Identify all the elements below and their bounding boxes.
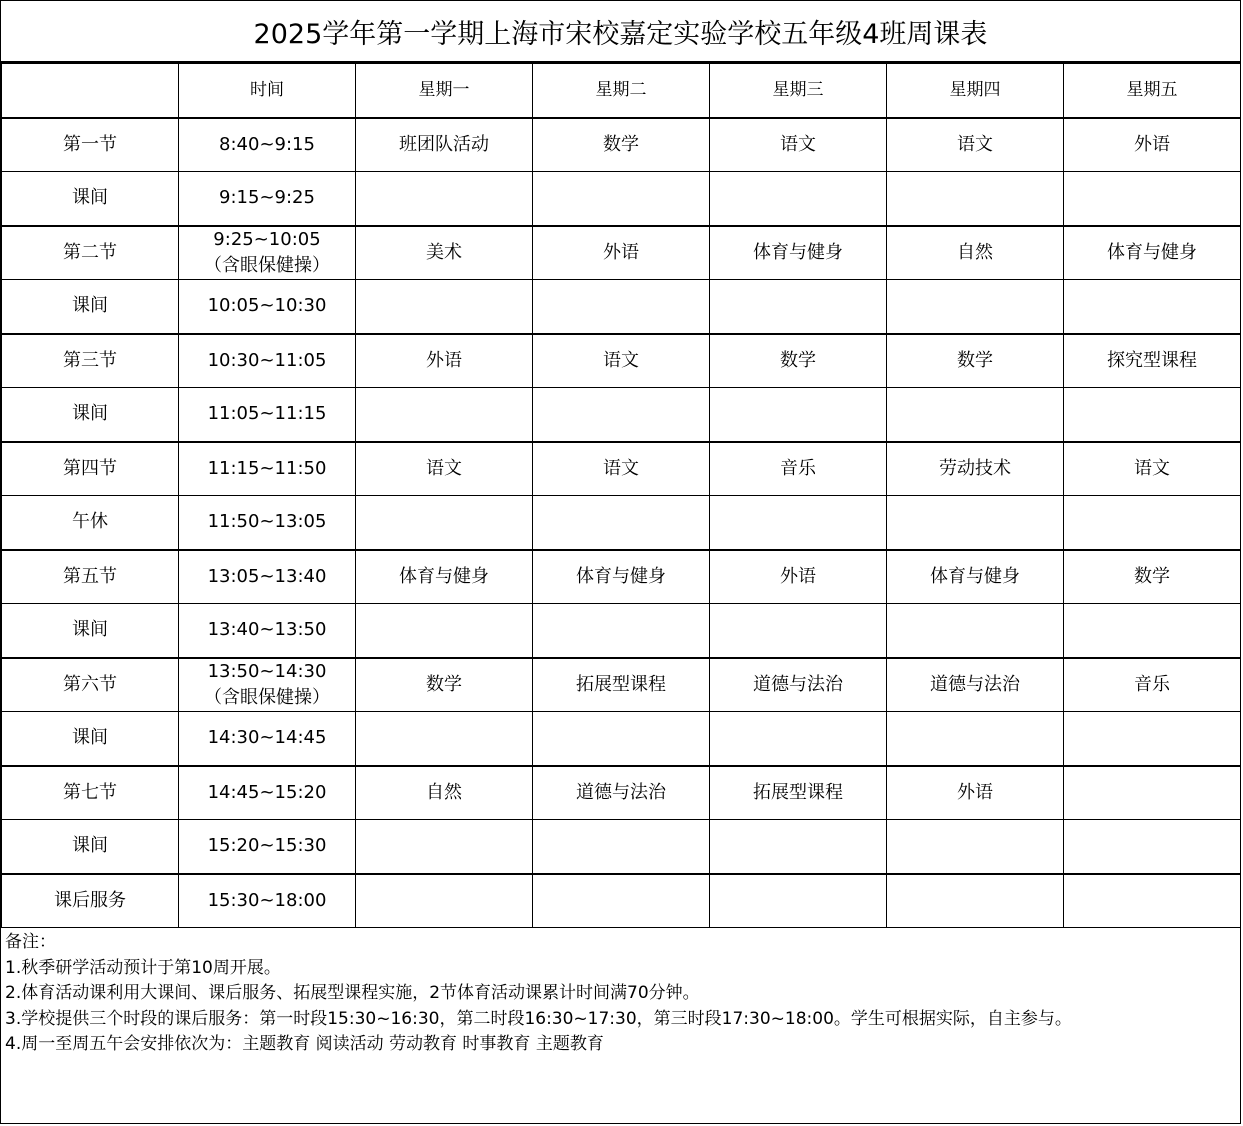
subject-cell xyxy=(887,280,1064,334)
subject-cell xyxy=(1064,874,1241,928)
schedule-table xyxy=(1,63,1241,928)
subject-cell xyxy=(710,172,887,226)
note-item: 1.秋季研学活动预计于第10周开展。 xyxy=(5,957,281,978)
subject-cell xyxy=(533,604,710,658)
time-cell xyxy=(179,172,356,226)
subject-cell: 美术 xyxy=(356,226,533,280)
subject-cell: 语文 xyxy=(533,334,710,388)
subject-cell xyxy=(356,280,533,334)
time-range: 9:25~10:05 xyxy=(213,228,321,250)
notes-section xyxy=(1,928,1240,1060)
row-label: 第二节 xyxy=(2,226,179,280)
subject-cell: 音乐 xyxy=(1064,658,1241,712)
time-range: 10:30~11:05 xyxy=(207,349,327,371)
row-label: 第五节 xyxy=(2,550,179,604)
subject-cell: 体育与健身 xyxy=(887,550,1064,604)
subject-cell xyxy=(1064,388,1241,442)
subject-cell: 外语 xyxy=(533,226,710,280)
subject-cell: 数学 xyxy=(533,118,710,172)
subject-cell xyxy=(887,604,1064,658)
time-cell xyxy=(179,604,356,658)
row-label: 第六节 xyxy=(2,658,179,712)
time-cell xyxy=(179,496,356,550)
subject-cell xyxy=(356,604,533,658)
subject-cell xyxy=(1064,172,1241,226)
subject-cell: 体育与健身 xyxy=(356,550,533,604)
subject-cell: 外语 xyxy=(1064,118,1241,172)
time-cell xyxy=(179,820,356,874)
header-row xyxy=(2,64,1241,118)
subject-cell xyxy=(1064,280,1241,334)
subject-cell xyxy=(710,280,887,334)
subject-cell xyxy=(887,388,1064,442)
subject-cell: 自然 xyxy=(887,226,1064,280)
time-range: 11:15~11:50 xyxy=(207,457,327,479)
subject-cell xyxy=(710,388,887,442)
subject-cell xyxy=(887,820,1064,874)
time-cell xyxy=(179,658,356,712)
header-cell: 星期四 xyxy=(887,64,1064,118)
subject-cell xyxy=(356,388,533,442)
time-range: 14:30~14:45 xyxy=(207,727,327,749)
time-range: 11:05~11:15 xyxy=(207,403,327,425)
subject-cell xyxy=(533,388,710,442)
subject-cell: 外语 xyxy=(710,550,887,604)
subject-cell xyxy=(710,820,887,874)
subject-cell xyxy=(533,712,710,766)
row-label: 课间 xyxy=(2,604,179,658)
row-label: 第一节 xyxy=(2,118,179,172)
row-label: 第七节 xyxy=(2,766,179,820)
schedule-row xyxy=(2,388,1241,442)
schedule-row xyxy=(2,766,1241,820)
schedule-row xyxy=(2,172,1241,226)
subject-cell xyxy=(356,874,533,928)
page-title: 2025学年第一学期上海市宋校嘉定实验学校五年级4班周课表 xyxy=(1,1,1240,63)
subject-cell: 语文 xyxy=(533,442,710,496)
row-label: 午休 xyxy=(2,496,179,550)
subject-cell: 音乐 xyxy=(710,442,887,496)
row-label: 第四节 xyxy=(2,442,179,496)
subject-cell xyxy=(533,496,710,550)
schedule-row xyxy=(2,874,1241,928)
subject-cell xyxy=(533,280,710,334)
subject-cell: 外语 xyxy=(356,334,533,388)
time-note: （含眼保健操） xyxy=(204,686,330,708)
subject-cell: 道德与法治 xyxy=(533,766,710,820)
subject-cell: 数学 xyxy=(710,334,887,388)
header-cell: 星期五 xyxy=(1064,64,1241,118)
subject-cell xyxy=(887,712,1064,766)
time-range: 8:40~9:15 xyxy=(219,133,315,155)
header-cell: 星期二 xyxy=(533,64,710,118)
subject-cell xyxy=(1064,766,1241,820)
subject-cell: 外语 xyxy=(887,766,1064,820)
subject-cell: 体育与健身 xyxy=(533,550,710,604)
row-label: 课间 xyxy=(2,712,179,766)
subject-cell: 探究型课程 xyxy=(1064,334,1241,388)
subject-cell xyxy=(1064,712,1241,766)
subject-cell xyxy=(887,496,1064,550)
row-label: 课间 xyxy=(2,280,179,334)
subject-cell xyxy=(710,874,887,928)
subject-cell xyxy=(533,874,710,928)
subject-cell: 数学 xyxy=(887,334,1064,388)
time-cell xyxy=(179,334,356,388)
schedule-row xyxy=(2,604,1241,658)
row-label: 课间 xyxy=(2,820,179,874)
time-cell xyxy=(179,712,356,766)
subject-cell xyxy=(1064,820,1241,874)
header-cell: 时间 xyxy=(179,64,356,118)
subject-cell xyxy=(356,712,533,766)
time-cell xyxy=(179,442,356,496)
subject-cell: 体育与健身 xyxy=(1064,226,1241,280)
time-range: 15:20~15:30 xyxy=(207,835,327,857)
subject-cell xyxy=(1064,496,1241,550)
subject-cell: 道德与法治 xyxy=(887,658,1064,712)
time-range: 15:30~18:00 xyxy=(207,889,327,911)
schedule-row xyxy=(2,550,1241,604)
time-range: 11:50~13:05 xyxy=(207,511,327,533)
subject-cell: 语文 xyxy=(710,118,887,172)
subject-cell xyxy=(710,712,887,766)
schedule-row xyxy=(2,334,1241,388)
subject-cell: 拓展型课程 xyxy=(710,766,887,820)
note-item: 2.体育活动课利用大课间、课后服务、拓展型课程实施，2节体育活动课累计时间满70分钟。 xyxy=(5,983,700,1003)
time-cell xyxy=(179,550,356,604)
subject-cell xyxy=(887,172,1064,226)
time-cell xyxy=(179,388,356,442)
note-item: 4.周一至周五午会安排依次为：主题教育 阅读活动 劳动教育 时事教育 主题教育 xyxy=(5,1034,604,1054)
subject-cell xyxy=(1064,604,1241,658)
subject-cell xyxy=(887,874,1064,928)
schedule-row xyxy=(2,226,1241,280)
schedule-body xyxy=(2,64,1241,928)
subject-cell: 数学 xyxy=(356,658,533,712)
row-label: 课间 xyxy=(2,388,179,442)
time-range: 13:50~14:30 xyxy=(207,660,327,682)
schedule-row xyxy=(2,442,1241,496)
corner-cell xyxy=(2,64,179,118)
header-cell: 星期一 xyxy=(356,64,533,118)
time-cell xyxy=(179,766,356,820)
schedule-row xyxy=(2,496,1241,550)
time-cell xyxy=(179,118,356,172)
subject-cell: 数学 xyxy=(1064,550,1241,604)
subject-cell: 班团队活动 xyxy=(356,118,533,172)
subject-cell: 道德与法治 xyxy=(710,658,887,712)
subject-cell xyxy=(533,820,710,874)
header-cell: 星期三 xyxy=(710,64,887,118)
row-label: 课间 xyxy=(2,172,179,226)
subject-cell xyxy=(356,172,533,226)
schedule-row xyxy=(2,712,1241,766)
subject-cell: 体育与健身 xyxy=(710,226,887,280)
time-cell xyxy=(179,280,356,334)
schedule-row xyxy=(2,820,1241,874)
time-cell xyxy=(179,226,356,280)
subject-cell xyxy=(710,604,887,658)
time-range: 14:45~15:20 xyxy=(207,781,327,803)
subject-cell xyxy=(356,496,533,550)
schedule-row xyxy=(2,118,1241,172)
time-range: 13:40~13:50 xyxy=(207,619,327,641)
subject-cell: 语文 xyxy=(356,442,533,496)
schedule-row xyxy=(2,658,1241,712)
notes-heading: 备注： xyxy=(5,932,56,952)
time-range: 9:15~9:25 xyxy=(219,187,315,209)
row-label: 课后服务 xyxy=(2,874,179,928)
time-range: 10:05~10:30 xyxy=(207,295,327,317)
subject-cell xyxy=(710,496,887,550)
subject-cell: 语文 xyxy=(887,118,1064,172)
time-range: 13:05~13:40 xyxy=(207,565,327,587)
schedule-row xyxy=(2,280,1241,334)
subject-cell: 劳动技术 xyxy=(887,442,1064,496)
row-label: 第三节 xyxy=(2,334,179,388)
subject-cell xyxy=(356,820,533,874)
time-cell xyxy=(179,874,356,928)
note-item: 3.学校提供三个时段的课后服务：第一时段15:30~16:30，第二时段16:30~17:30，第三时段17:30~18:00。学生可根据实际，自主参与。 xyxy=(5,1008,1072,1029)
subject-cell: 语文 xyxy=(1064,442,1241,496)
subject-cell: 拓展型课程 xyxy=(533,658,710,712)
time-note: （含眼保健操） xyxy=(204,254,330,276)
subject-cell: 自然 xyxy=(356,766,533,820)
subject-cell xyxy=(533,172,710,226)
